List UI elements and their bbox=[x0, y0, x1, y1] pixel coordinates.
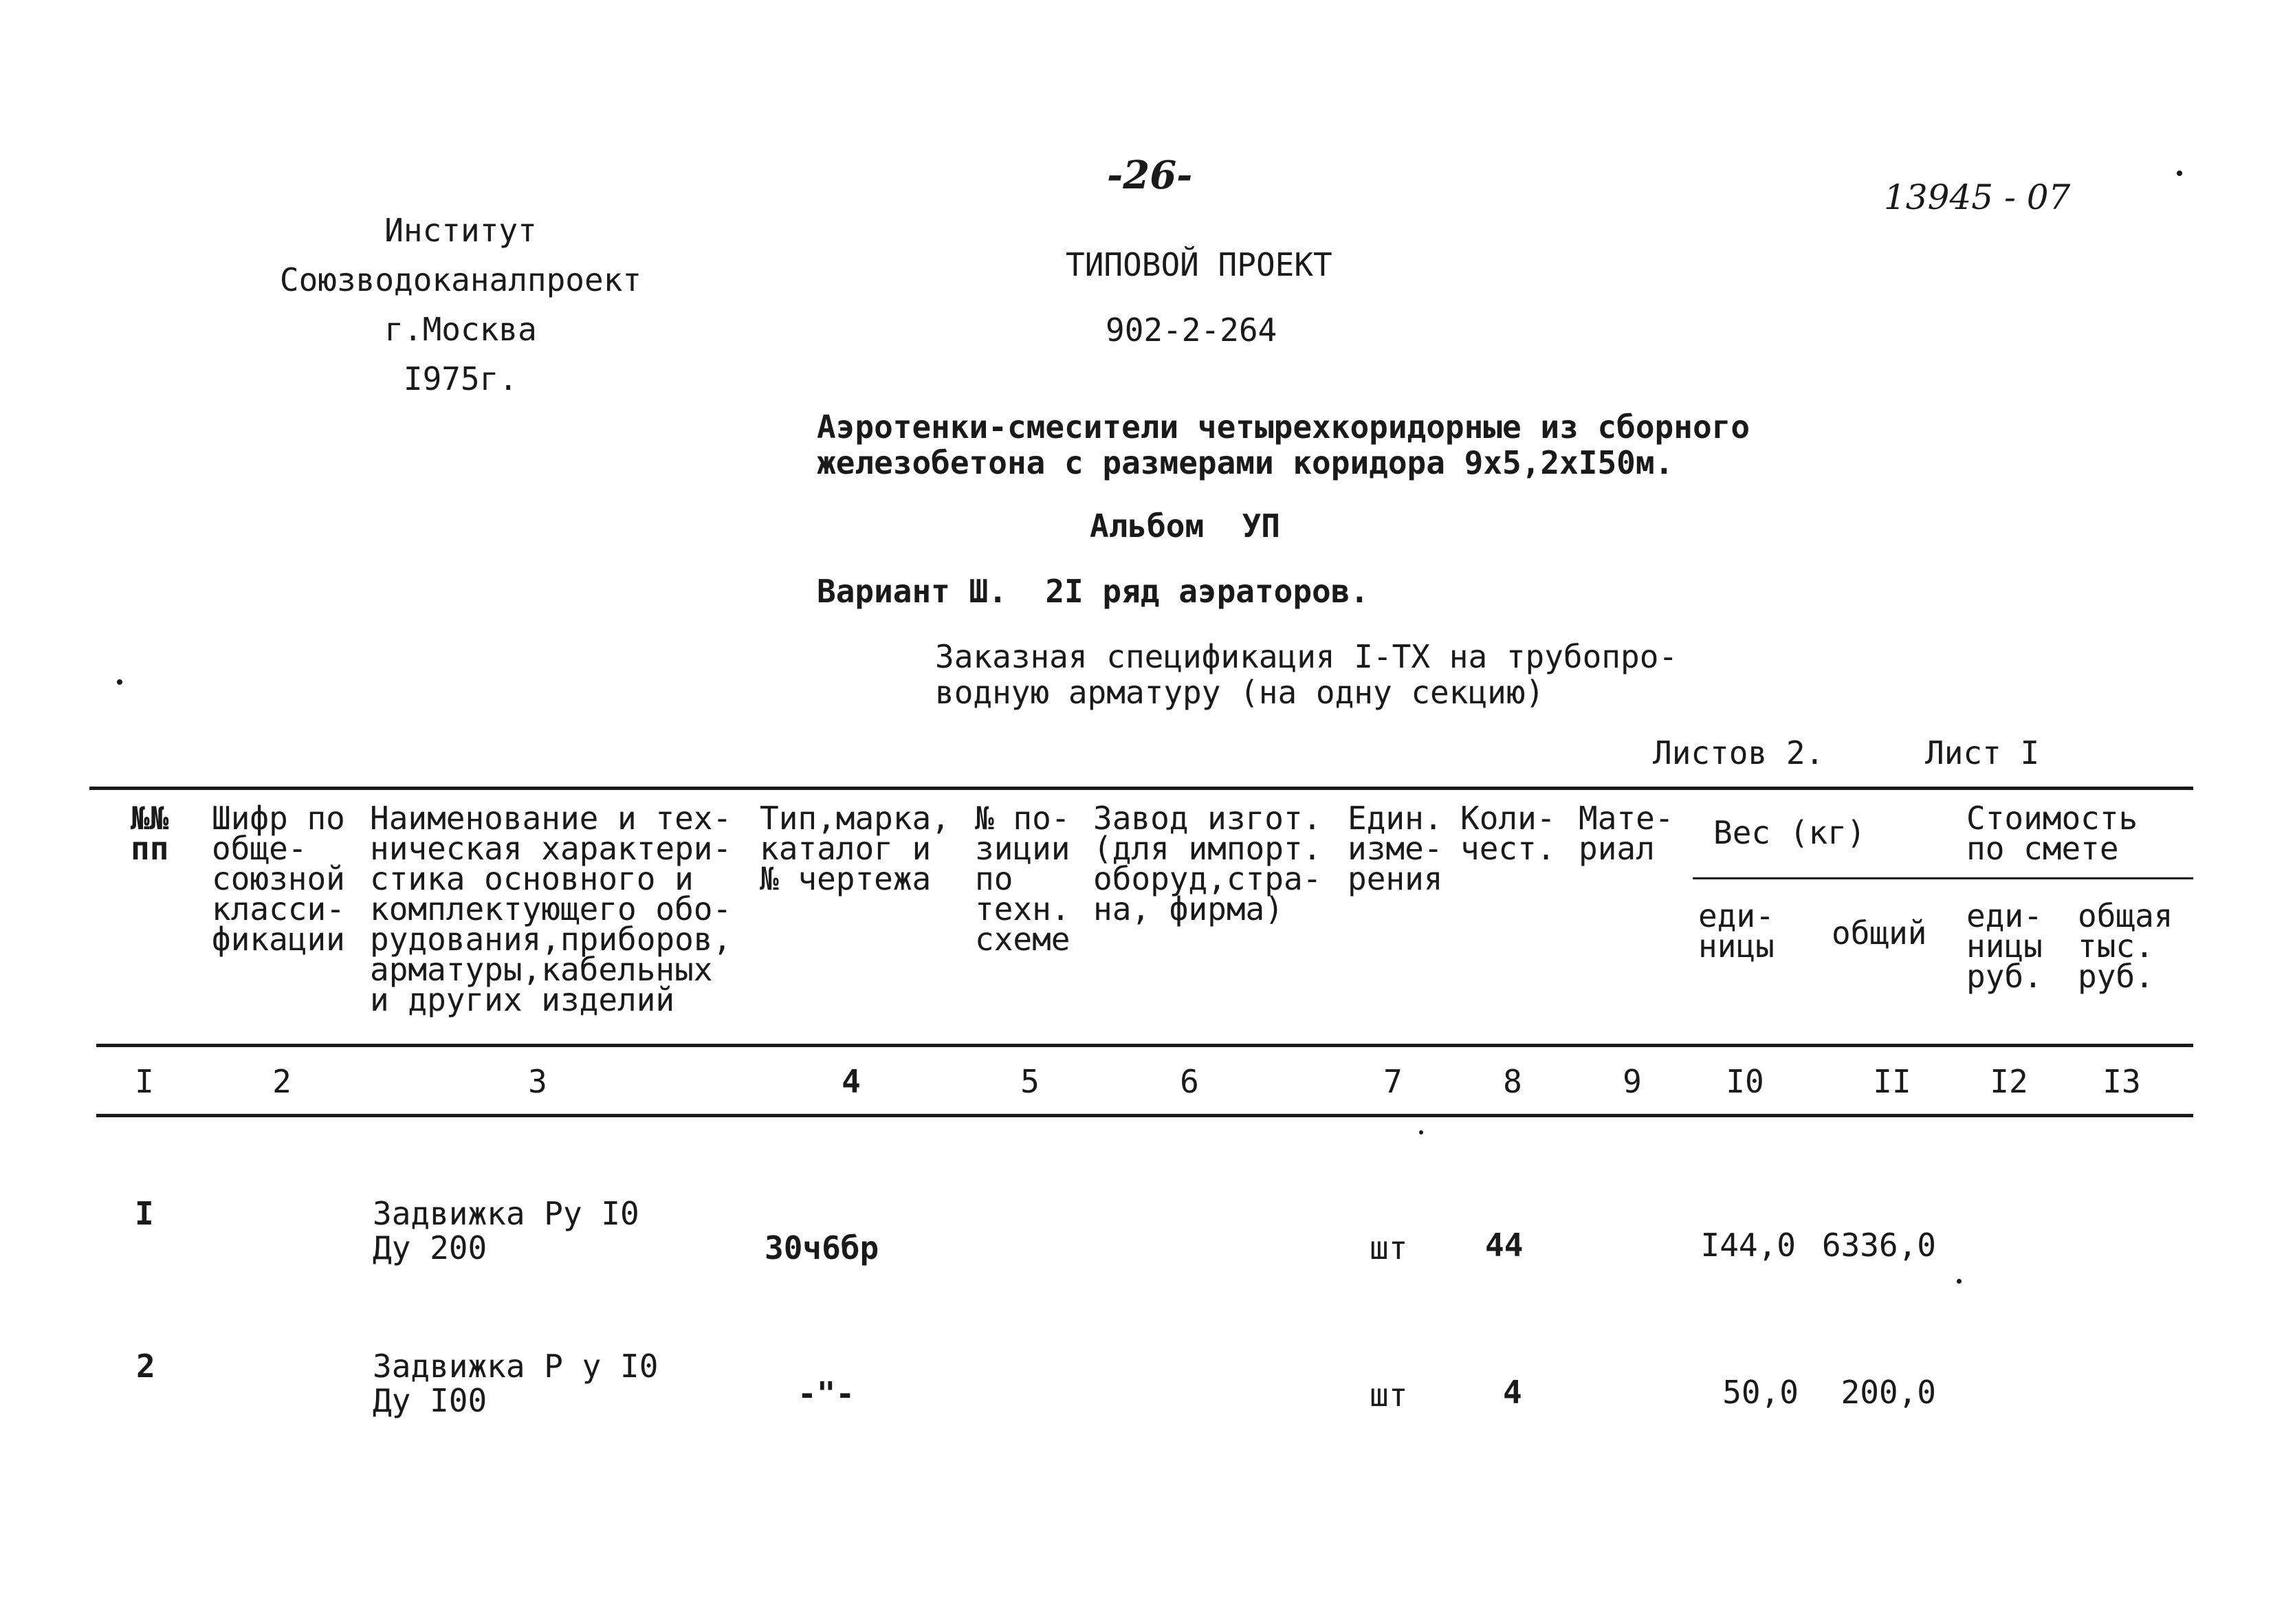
row-weight-total: 200,0 bbox=[1841, 1374, 1936, 1411]
project-number: 902-2-264 bbox=[1106, 311, 1277, 349]
column-number: 9 bbox=[1623, 1063, 1642, 1100]
title-line-2: железобетона с размерами коридора 9х5,2хI50м. bbox=[817, 444, 1674, 481]
row-type-mark: -"- bbox=[798, 1375, 855, 1412]
header-bottom-rule bbox=[96, 1044, 2193, 1047]
column-number: 2 bbox=[272, 1063, 292, 1100]
mark-dot bbox=[1419, 1130, 1423, 1134]
header-row-number: №№ пп bbox=[131, 800, 169, 867]
header-unit: Един. изме- рения bbox=[1348, 800, 1443, 897]
row-weight-unit: I44,0 bbox=[1700, 1227, 1796, 1264]
column-number: I2 bbox=[1990, 1063, 2028, 1100]
header-position: № по- зиции по техн. схеме bbox=[975, 800, 1070, 958]
row-unit: шт bbox=[1370, 1229, 1408, 1266]
institute-line-3: г.Москва bbox=[384, 311, 537, 348]
header-weight: Вес (кг) bbox=[1713, 814, 1866, 851]
title-line-1: Аэротенки-смесители четырехкоридорные из сборного bbox=[817, 408, 1750, 446]
row-unit: шт bbox=[1370, 1376, 1408, 1414]
row-quantity: 44 bbox=[1485, 1227, 1524, 1264]
column-number: 5 bbox=[1020, 1063, 1040, 1100]
header-weight-unit: еди- ницы bbox=[1698, 897, 1775, 965]
mark-dot bbox=[1957, 1279, 1962, 1284]
header-classification-code: Шифр по обще- союзной класси- фикации bbox=[212, 800, 345, 958]
header-cost: Стоимость по смете bbox=[1966, 800, 2138, 867]
subheader-rule bbox=[1693, 877, 2193, 879]
column-number: 8 bbox=[1503, 1063, 1522, 1100]
header-item-name: Наименование и тех- ническая характери- стика основного и комплектующего обо- рудования,приборов, арматуры,кабельных и других изделий bbox=[370, 800, 732, 1018]
spec-line-1: Заказная спецификация I-ТХ на трубопро- bbox=[935, 638, 1678, 675]
row-weight-total: 6336,0 bbox=[1821, 1227, 1936, 1264]
table-top-rule bbox=[89, 787, 2193, 790]
spec-line-2: водную арматуру (на одну секцию) bbox=[935, 674, 1545, 711]
column-number-rule bbox=[96, 1114, 2193, 1117]
header-cost-unit: еди- ницы руб. bbox=[1966, 897, 2043, 995]
column-number: I0 bbox=[1726, 1063, 1764, 1100]
column-number: I3 bbox=[2102, 1063, 2141, 1100]
institute-line-1: Институт bbox=[384, 212, 537, 249]
column-number: 4 bbox=[842, 1063, 861, 1100]
row-item-name: Задвижка Р у I0 Ду I00 bbox=[373, 1348, 659, 1419]
row-item-name: Задвижка Ру I0 Ду 200 bbox=[373, 1195, 639, 1266]
header-quantity: Коли- чест. bbox=[1460, 800, 1556, 867]
album-label: Альбом УП bbox=[1090, 507, 1280, 545]
row-weight-unit: 50,0 bbox=[1722, 1374, 1799, 1411]
variant-label: Вариант Ш. 2I ряд аэраторов. bbox=[817, 573, 1370, 610]
row-number: I bbox=[135, 1195, 154, 1232]
document-code: 13945 - 07 bbox=[1884, 177, 2071, 217]
sheets-total: Листов 2. bbox=[1653, 734, 1825, 771]
row-number: 2 bbox=[136, 1348, 155, 1385]
column-number: II bbox=[1873, 1063, 1911, 1100]
column-number: 6 bbox=[1180, 1063, 1199, 1100]
mark-dot bbox=[2177, 171, 2182, 176]
column-number: 7 bbox=[1383, 1063, 1403, 1100]
header-material: Мате- риал bbox=[1579, 800, 1674, 867]
row-type-mark: 30ч6бр bbox=[765, 1229, 879, 1266]
sheet-current: Лист I bbox=[1925, 734, 2040, 771]
row-quantity: 4 bbox=[1503, 1374, 1522, 1411]
institute-line-2: Союзводоканалпроект bbox=[279, 261, 642, 298]
column-number: I bbox=[135, 1063, 154, 1100]
mark-dot bbox=[117, 679, 122, 685]
column-number: 3 bbox=[528, 1063, 547, 1100]
institute-line-4: I975г. bbox=[403, 360, 518, 397]
header-manufacturer: Завод изгот. (для импорт. оборуд,стра- на, фирма) bbox=[1093, 800, 1322, 928]
page-number: -26- bbox=[1107, 153, 1193, 198]
header-weight-total: общий bbox=[1832, 914, 1927, 952]
header-cost-total: общая тыс. руб. bbox=[2078, 897, 2173, 995]
project-type: ТИПОВОЙ ПРОЕКТ bbox=[1066, 246, 1332, 283]
header-type-mark: Тип,марка, каталог и № чертежа bbox=[760, 800, 950, 897]
